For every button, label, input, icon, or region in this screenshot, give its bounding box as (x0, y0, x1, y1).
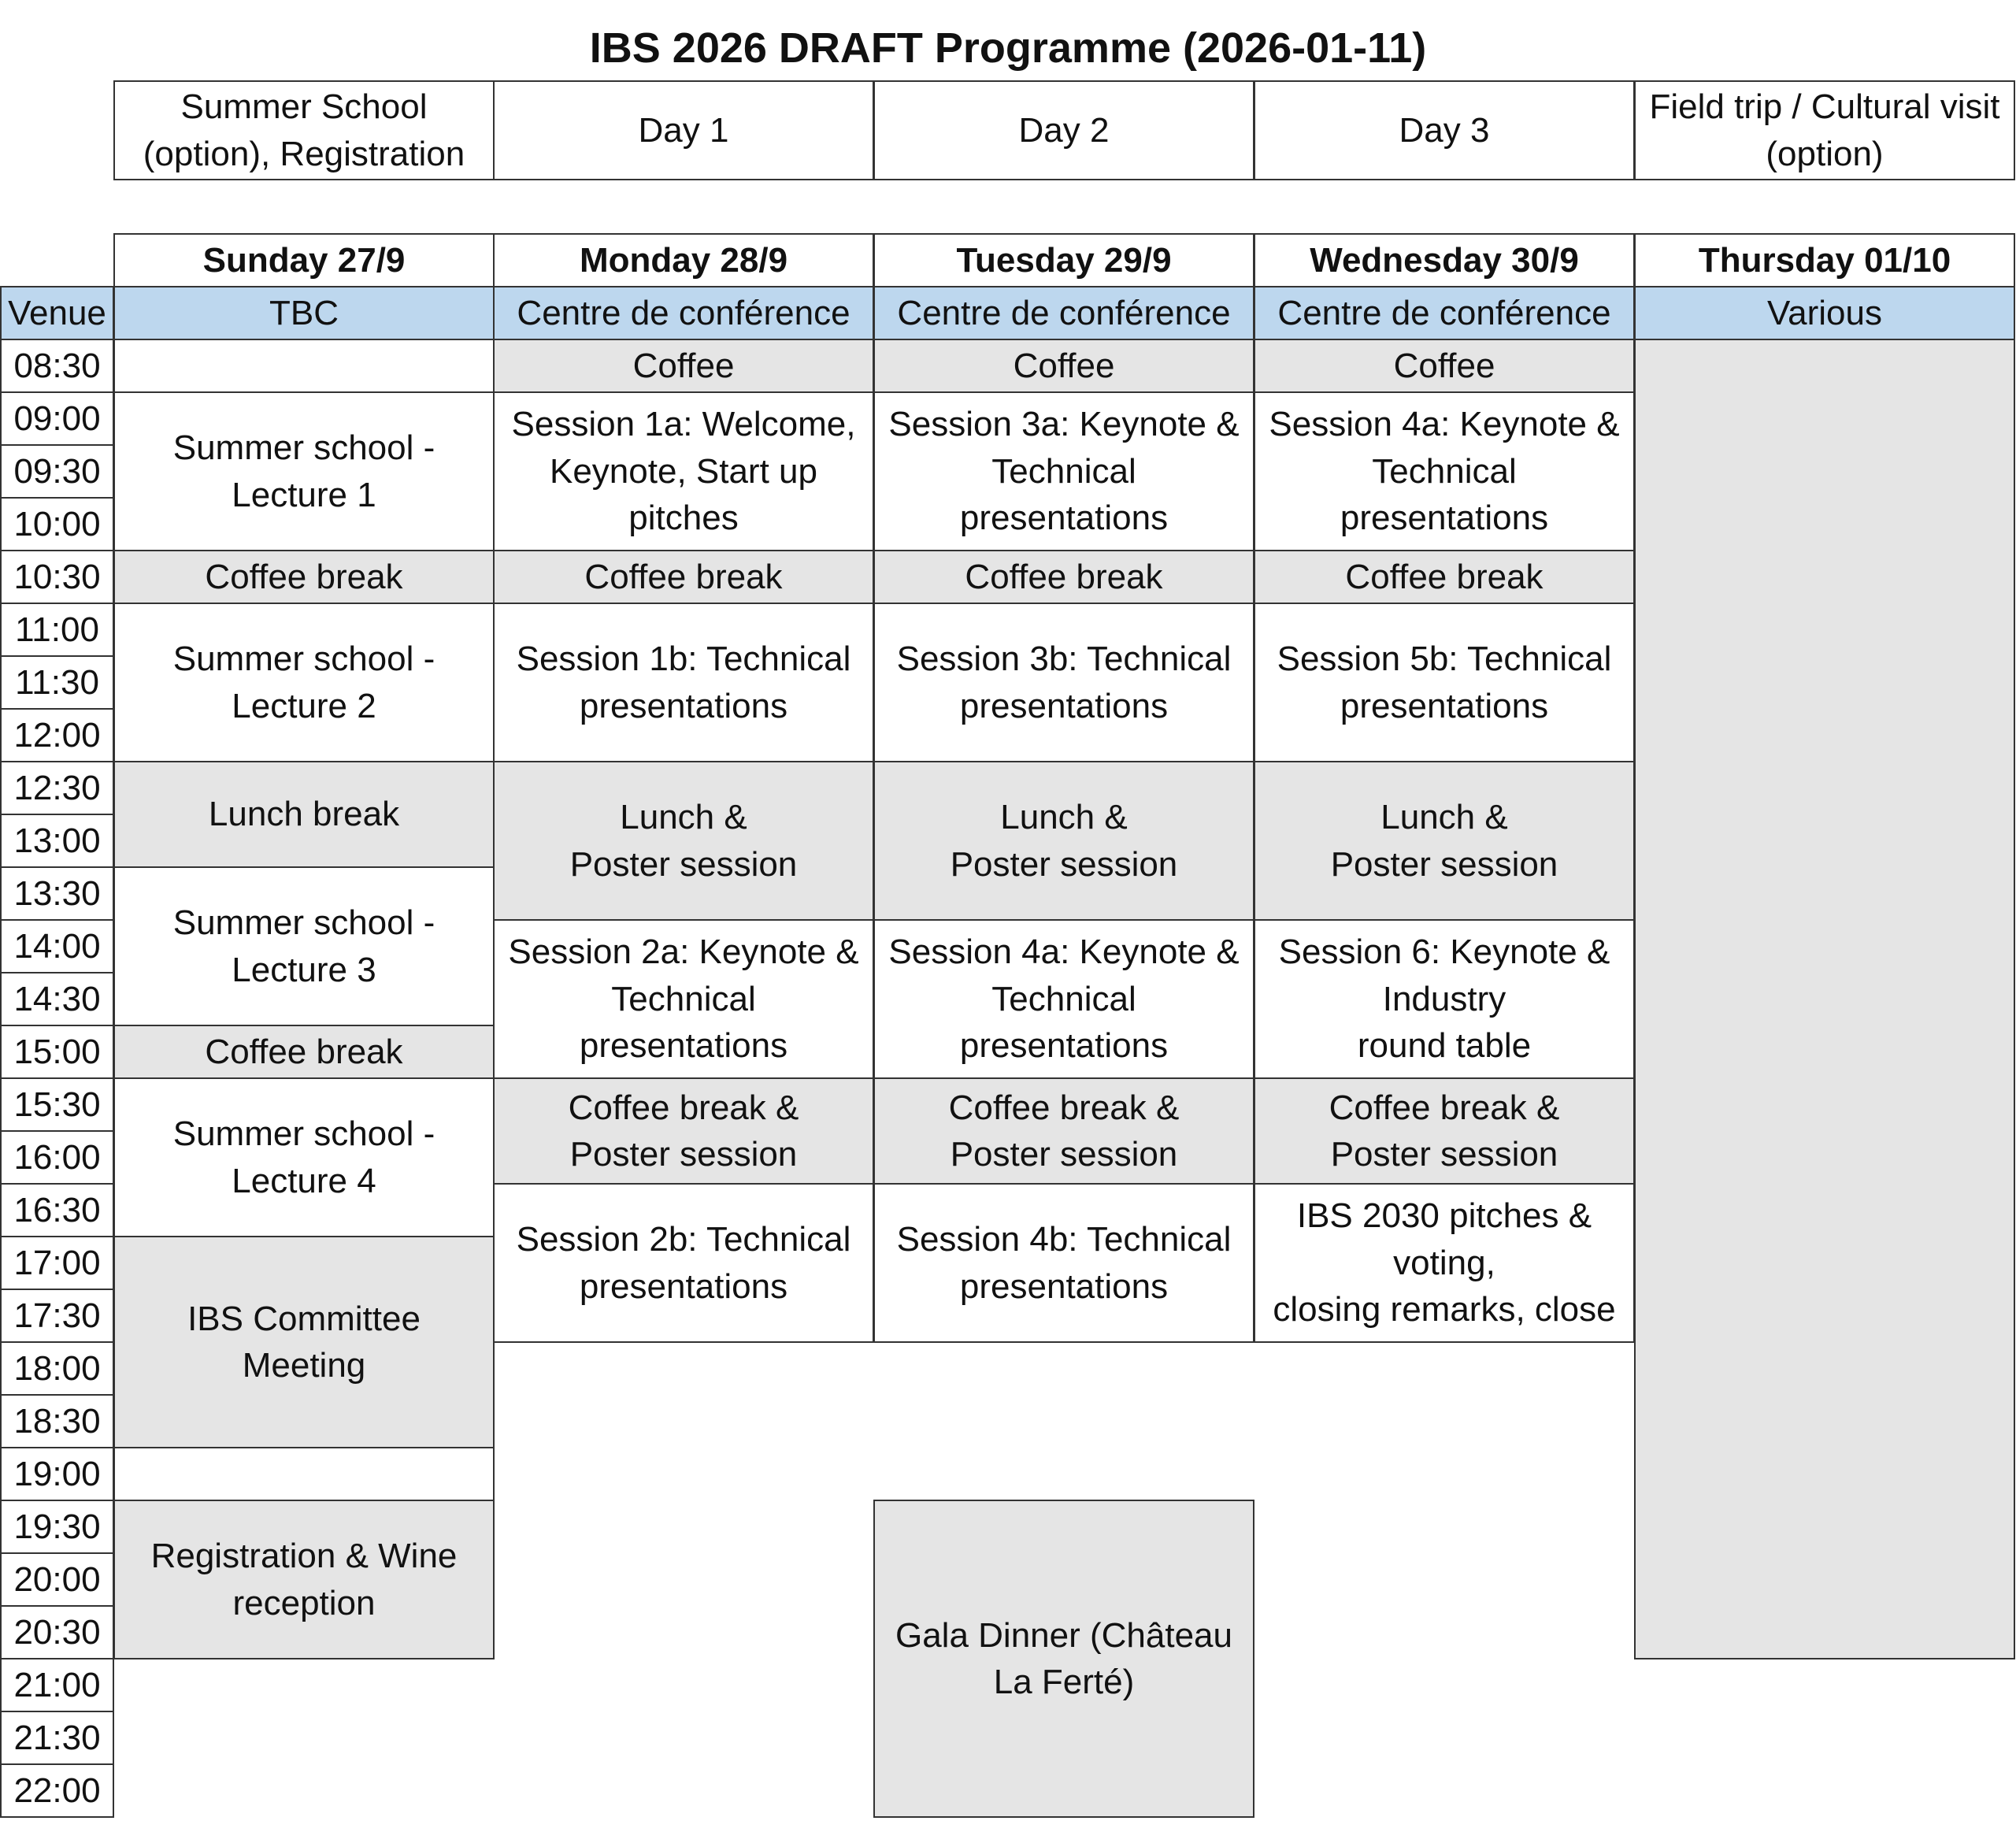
event-cell (113, 1447, 495, 1501)
time-slot: 11:00 (0, 603, 114, 657)
event-cell: Summer school - Lecture 2 (113, 603, 495, 762)
time-slot: 11:30 (0, 655, 114, 710)
time-slot: 19:00 (0, 1447, 114, 1501)
overview-cell: Field trip / Cultural visit (option) (1634, 80, 2015, 180)
day-header: Monday 28/9 (493, 233, 874, 287)
time-slot: 18:30 (0, 1394, 114, 1448)
event-cell: Lunch & Poster session (1254, 761, 1635, 921)
day-header: Wednesday 30/9 (1254, 233, 1635, 287)
event-cell: Session 2a: Keynote & Technical presentations (493, 919, 874, 1079)
event-cell: Coffee break (873, 550, 1254, 604)
time-slot: 15:00 (0, 1025, 114, 1079)
overview-cell: Day 3 (1254, 80, 1635, 180)
time-slot: 14:00 (0, 919, 114, 973)
day-header: Sunday 27/9 (113, 233, 495, 287)
event-cell: Coffee break & Poster session (493, 1077, 874, 1185)
event-cell: Session 3a: Keynote & Technical presentations (873, 391, 1254, 551)
time-slot: 15:30 (0, 1077, 114, 1132)
time-slot: 10:00 (0, 497, 114, 551)
time-slot: 20:00 (0, 1552, 114, 1607)
event-cell: Gala Dinner (Château La Ferté) (873, 1500, 1254, 1818)
event-cell: Session 1b: Technical presentations (493, 603, 874, 762)
event-cell: Coffee break & Poster session (1254, 1077, 1635, 1185)
time-slot: 17:30 (0, 1289, 114, 1343)
event-cell: Session 4a: Keynote & Technical presentations (873, 919, 1254, 1079)
event-cell: Lunch & Poster session (493, 761, 874, 921)
overview-cell: Day 2 (873, 80, 1254, 180)
time-slot: 21:30 (0, 1711, 114, 1765)
event-cell: Session 3b: Technical presentations (873, 603, 1254, 762)
venue-cell: Various (1634, 286, 2015, 340)
event-cell: IBS 2030 pitches & voting, closing remarks, close (1254, 1183, 1635, 1343)
event-cell (1634, 339, 2015, 1659)
event-cell: Registration & Wine reception (113, 1500, 495, 1659)
day-header: Thursday 01/10 (1634, 233, 2015, 287)
time-slot: 16:00 (0, 1130, 114, 1185)
event-cell: Coffee break (1254, 550, 1635, 604)
time-slot: 13:00 (0, 814, 114, 868)
time-slot: 21:00 (0, 1658, 114, 1712)
event-cell: Summer school - Lecture 3 (113, 866, 495, 1026)
event-cell: Session 4a: Keynote & Technical presentations (1254, 391, 1635, 551)
event-cell (113, 339, 495, 393)
event-cell: Coffee (1254, 339, 1635, 393)
time-slot: 12:30 (0, 761, 114, 815)
time-slot: 10:30 (0, 550, 114, 604)
venue-cell: TBC (113, 286, 495, 340)
event-cell: Summer school - Lecture 1 (113, 391, 495, 551)
event-cell: Lunch & Poster session (873, 761, 1254, 921)
time-slot: 09:00 (0, 391, 114, 446)
event-cell: Coffee break (493, 550, 874, 604)
time-slot: 16:30 (0, 1183, 114, 1237)
page-title: IBS 2026 DRAFT Programme (2026-01-11) (589, 24, 1427, 72)
event-cell: Session 4b: Technical presentations (873, 1183, 1254, 1343)
event-cell: Session 5b: Technical presentations (1254, 603, 1635, 762)
event-cell: Coffee (493, 339, 874, 393)
time-slot: 17:00 (0, 1236, 114, 1290)
event-cell: Coffee (873, 339, 1254, 393)
event-cell: IBS Committee Meeting (113, 1236, 495, 1448)
time-slot: 14:30 (0, 972, 114, 1026)
event-cell: Coffee break & Poster session (873, 1077, 1254, 1185)
time-slot: 09:30 (0, 444, 114, 499)
event-cell: Session 1a: Welcome, Keynote, Start up pitches (493, 391, 874, 551)
venue-cell: Centre de conférence (873, 286, 1254, 340)
event-cell: Coffee break (113, 1025, 495, 1079)
venue-label: Venue (0, 286, 114, 340)
overview-cell: Summer School (option), Registration (113, 80, 495, 180)
time-slot: 13:30 (0, 866, 114, 921)
event-cell: Coffee break (113, 550, 495, 604)
event-cell: Summer school - Lecture 4 (113, 1077, 495, 1237)
time-slot: 19:30 (0, 1500, 114, 1554)
venue-cell: Centre de conférence (493, 286, 874, 340)
event-cell: Session 6: Keynote & Industry round table (1254, 919, 1635, 1079)
time-slot: 18:00 (0, 1341, 114, 1396)
time-slot: 08:30 (0, 339, 114, 393)
overview-cell: Day 1 (493, 80, 874, 180)
time-slot: 12:00 (0, 708, 114, 762)
time-slot: 22:00 (0, 1763, 114, 1818)
day-header: Tuesday 29/9 (873, 233, 1254, 287)
event-cell: Lunch break (113, 761, 495, 868)
event-cell: Session 2b: Technical presentations (493, 1183, 874, 1343)
time-slot: 20:30 (0, 1605, 114, 1659)
venue-cell: Centre de conférence (1254, 286, 1635, 340)
